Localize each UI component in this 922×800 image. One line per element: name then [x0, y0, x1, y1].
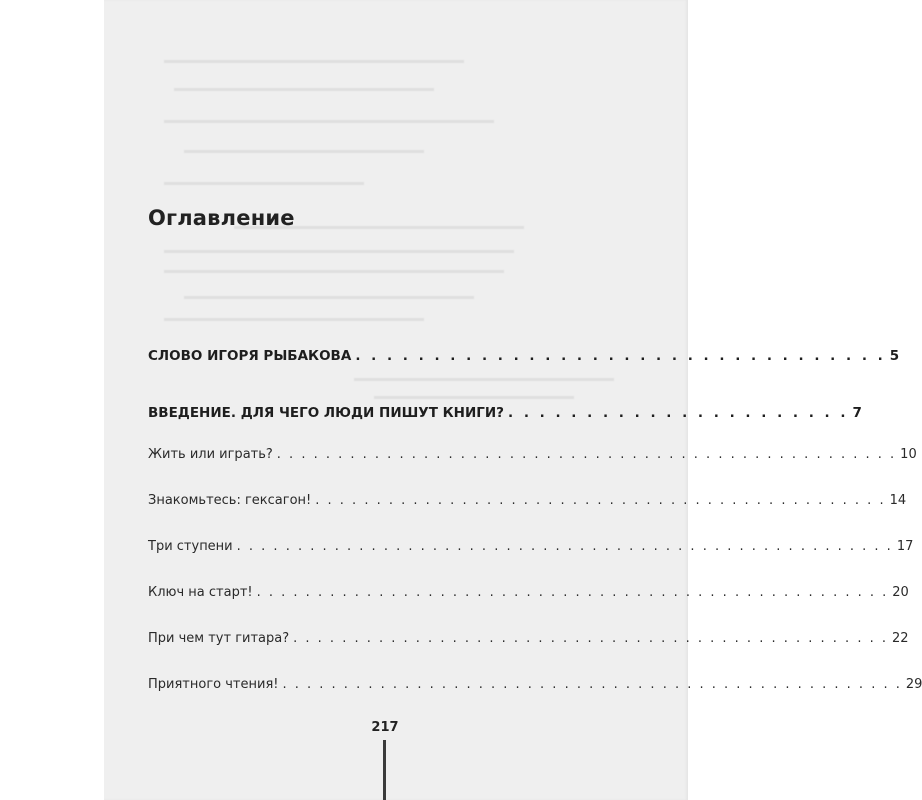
toc-leader-dots: . . . . . . . . . . . . . . . . . . . . . . . . . . . . . . . . . . . . . . . . . . . . . . . . . . . . [256, 585, 889, 600]
toc-entry[interactable] [148, 489, 907, 513]
bleed-through-line [164, 318, 424, 321]
toc-leader-dots: . . . . . . . . . . . . . . . . . . . . . . . . . . . . . . . . . . [355, 348, 886, 364]
toc-entry-label: Три ступени [148, 539, 233, 554]
toc-entry-page: 14 [889, 493, 907, 508]
bleed-through-line [184, 296, 474, 299]
toc-entry[interactable] [148, 673, 922, 697]
toc-entry-label: ВВЕДЕНИЕ. ДЛЯ ЧЕГО ЛЮДИ ПИШУТ КНИГИ? [148, 405, 504, 421]
page-number-rule [383, 740, 386, 800]
bleed-through-line [184, 150, 424, 153]
toc-entry-page: 5 [889, 348, 900, 364]
toc-leader-dots: . . . . . . . . . . . . . . . . . . . . . . . . . . . . . . . . . . . . . . . . . . . . . . . . . . . [282, 677, 902, 692]
bleed-through-line [174, 88, 434, 91]
toc-entry[interactable] [148, 627, 909, 651]
toc-leader-dots: . . . . . . . . . . . . . . . . . . . . . . . . . . . . . . . . . . . . . . . . . . . . . . . . . . . [276, 447, 897, 462]
toc-entry-label: Приятного чтения! [148, 677, 279, 692]
toc-entry-page: 29 [905, 677, 922, 692]
toc-entry[interactable] [148, 443, 917, 467]
toc-entry-page: 22 [891, 631, 909, 646]
toc-entry-page: 20 [892, 585, 909, 600]
toc-entry[interactable] [148, 401, 862, 425]
toc-entry-label: Ключ на старт! [148, 585, 253, 600]
page-number: 217 [371, 720, 399, 735]
toc-leader-dots: . . . . . . . . . . . . . . . . . . . . . . . . . . . . . . . . . . . . . . . . . . . . . . . . . . . . . . [236, 539, 893, 554]
toc-entry-page: 10 [900, 447, 917, 462]
bleed-through-line [164, 182, 364, 185]
toc-entry[interactable] [148, 581, 909, 605]
toc-title: Оглавление [148, 206, 295, 230]
toc-leader-dots: . . . . . . . . . . . . . . . . . . . . . . . . . . . . . . . . . . . . . . . . . . . . . . . [315, 493, 886, 508]
toc-entry-label: При чем тут гитара? [148, 631, 290, 646]
toc-leader-dots: . . . . . . . . . . . . . . . . . . . . . . [507, 405, 849, 421]
bleed-through-line [164, 250, 514, 253]
bleed-through-line [164, 120, 494, 123]
toc-entry[interactable] [148, 344, 900, 368]
toc-list [148, 344, 922, 697]
toc-entry-label: СЛОВО ИГОРЯ РЫБАКОВА [148, 348, 352, 364]
toc-entry-page: 7 [852, 405, 862, 421]
bleed-through-line [164, 270, 504, 273]
bleed-through-line [164, 60, 464, 63]
toc-entry-label: Знакомьтесь: гексагон! [148, 493, 312, 508]
toc-entry-label: Жить или играть? [148, 447, 273, 462]
toc-entry[interactable] [148, 535, 914, 559]
toc-leader-dots: . . . . . . . . . . . . . . . . . . . . . . . . . . . . . . . . . . . . . . . . . . . . . . . . . [293, 631, 888, 646]
book-page [104, 0, 922, 800]
toc-entry-page: 17 [896, 539, 914, 554]
